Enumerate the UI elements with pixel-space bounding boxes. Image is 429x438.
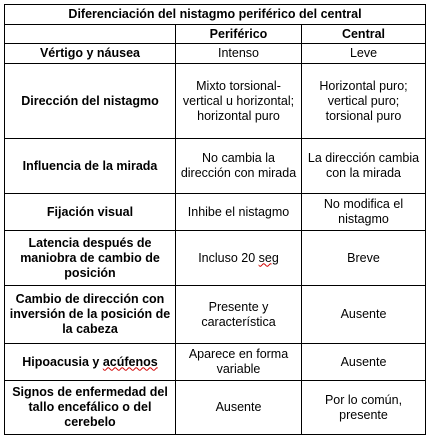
peripheral-cell: Ausente: [176, 381, 302, 435]
header-row: [5, 25, 426, 44]
peripheral-cell: No cambia la dirección con mirada: [176, 139, 302, 194]
central-cell: Leve: [302, 44, 426, 64]
table-row: [5, 286, 426, 344]
peripheral-cell: Mixto torsional-vertical u horizontal; horizontal puro: [176, 64, 302, 139]
nystagmus-comparison-table: [4, 4, 426, 435]
row-label: Latencia después de maniobra de cambio de posición: [5, 231, 176, 286]
central-cell: Horizontal puro; vertical puro; torsional puro: [302, 64, 426, 139]
peripheral-cell: Aparece en forma variable: [176, 344, 302, 381]
row-label: Vértigo y náusea: [5, 44, 176, 64]
row-label: Cambio de dirección con inversión de la posición de la cabeza: [5, 286, 176, 344]
peripheral-cell: Inhibe el nistagmo: [176, 194, 302, 231]
row-label: Fijación visual: [5, 194, 176, 231]
table-row: [5, 194, 426, 231]
central-cell: No modifica el nistagmo: [302, 194, 426, 231]
peripheral-cell: Intenso: [176, 44, 302, 64]
central-cell: Ausente: [302, 286, 426, 344]
central-cell: Ausente: [302, 344, 426, 381]
header-central: Central: [302, 25, 426, 44]
header-empty-cell: [5, 25, 176, 44]
central-cell: Breve: [302, 231, 426, 286]
table-row: [5, 44, 426, 64]
header-peripheral: Periférico: [176, 25, 302, 44]
central-cell: La dirección cambia con la mirada: [302, 139, 426, 194]
row-label: Dirección del nistagmo: [5, 64, 176, 139]
table-row: [5, 64, 426, 139]
row-label-text-flagged: acúfenos: [102, 354, 158, 369]
title-row: [5, 5, 426, 25]
peripheral-text: Incluso 20: [198, 250, 259, 265]
peripheral-cell: Presente y característica: [176, 286, 302, 344]
table-row: [5, 231, 426, 286]
table-title: Diferenciación del nistagmo periférico del central: [5, 5, 426, 25]
central-cell: Por lo común, presente: [302, 381, 426, 435]
table-row: [5, 344, 426, 381]
row-label: Influencia de la mirada: [5, 139, 176, 194]
row-label: Signos de enfermedad del tallo encefálico o del cerebelo: [5, 381, 176, 435]
row-label-text: Hipoacusia y: [22, 354, 103, 369]
peripheral-cell: [176, 231, 302, 286]
peripheral-text-flagged: seg: [258, 250, 279, 265]
row-label: [5, 344, 176, 381]
table-row: [5, 381, 426, 435]
table-row: [5, 139, 426, 194]
